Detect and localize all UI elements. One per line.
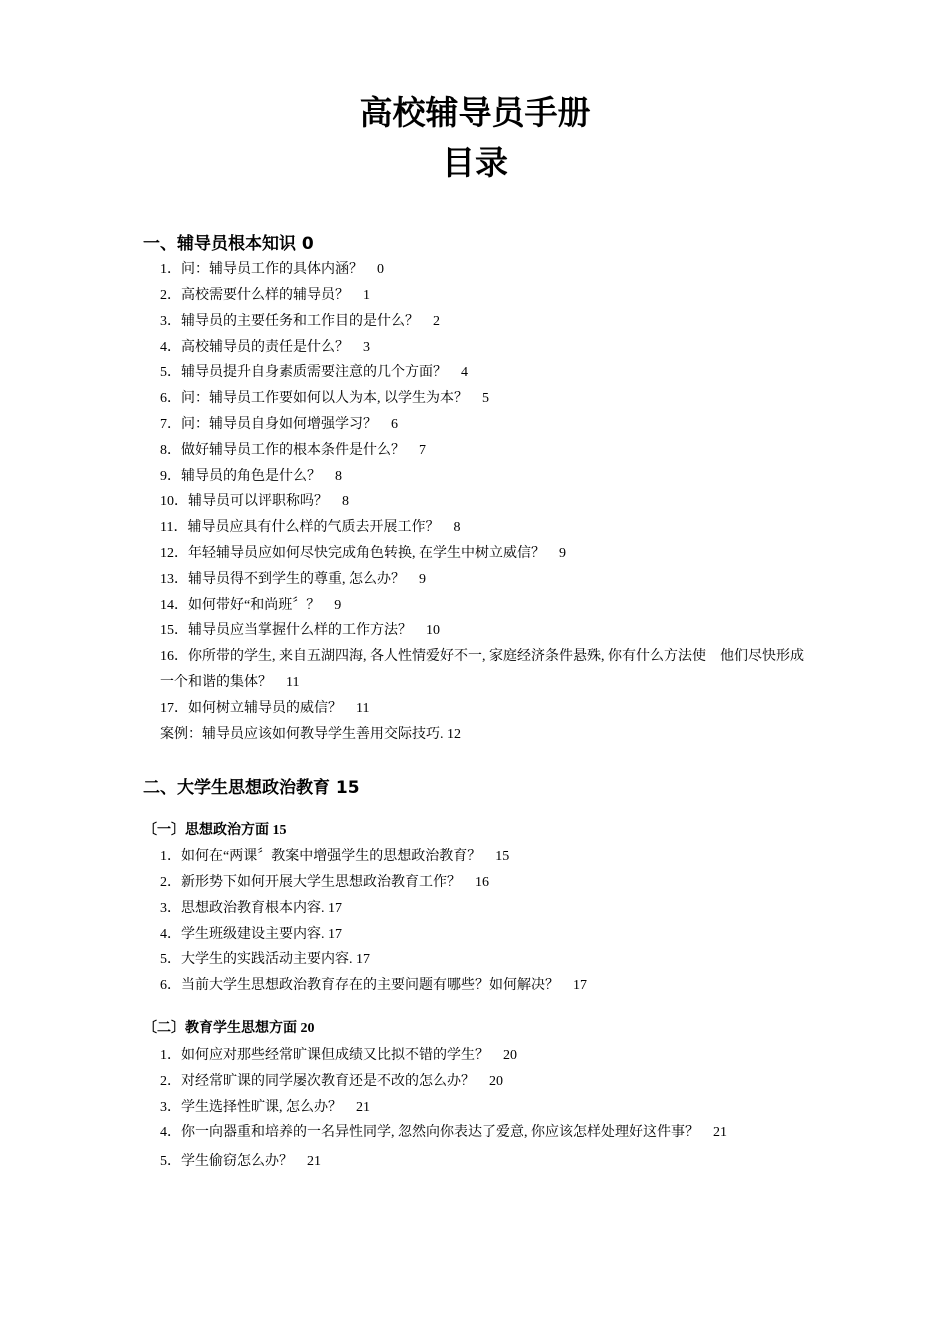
section-heading[interactable]: 二、大学生思想政治教育 15 [143, 778, 360, 798]
toc-entry[interactable]: 1．如何在“两课〞教案中增强学生的思想政治教育？ 15 [160, 849, 510, 864]
toc-entry[interactable]: 3．学生选择性旷课, 怎么办？ 21 [160, 1100, 370, 1115]
toc-entry[interactable]: 15．辅导员应当掌握什么样的工作方法？ 10 [160, 623, 440, 638]
toc-entry[interactable]: 14．如何带好“和尚班〞？ 9 [160, 598, 342, 613]
toc-entry[interactable]: 12．年轻辅导员应如何尽快完成角色转换, 在学生中树立威信？ 9 [160, 546, 566, 561]
toc-entry[interactable]: 5．学生偷窃怎么办？ 21 [160, 1154, 321, 1169]
subsection-heading[interactable]: 〔一〕思想政治方面 15 [143, 823, 287, 838]
section-heading[interactable]: 一、辅导员根本知识 0 [143, 234, 314, 254]
toc-entry[interactable]: 2．新形势下如何开展大学生思想政治教育工作？ 16 [160, 875, 489, 890]
toc-entry[interactable]: 13．辅导员得不到学生的尊重, 怎么办？ 9 [160, 572, 426, 587]
toc-entry[interactable]: 3．思想政治教育根本内容. 17 [160, 901, 342, 916]
toc-entry[interactable]: 5．辅导员提升自身素质需要注意的几个方面？ 4 [160, 365, 468, 380]
toc-entry[interactable]: 6．当前大学生思想政治教育存在的主要问题有哪些？如何解决？ 17 [160, 978, 587, 993]
toc-entry[interactable]: 2．高校需要什么样的辅导员？ 1 [160, 288, 370, 303]
toc-entry[interactable]: 8．做好辅导员工作的根本条件是什么？ 7 [160, 443, 426, 458]
toc-entry[interactable]: 1．如何应对那些经常旷课但成绩又比拟不错的学生？ 20 [160, 1048, 517, 1063]
toc-title: 目录 [442, 143, 508, 182]
toc-entry[interactable]: 5．大学生的实践活动主要内容. 17 [160, 952, 370, 967]
toc-entry[interactable]: 3．辅导员的主要任务和工作目的是什么？ 2 [160, 314, 440, 329]
toc-entry[interactable]: 4．你一向器重和培养的一名异性同学, 忽然向你表达了爱意, 你应该怎样处理好这件事？ 21 [160, 1125, 727, 1140]
toc-entry[interactable]: 7．问：辅导员自身如何增强学习？ 6 [160, 417, 398, 432]
toc-entry[interactable]: 11．辅导员应具有什么样的气质去开展工作？ 8 [160, 520, 461, 535]
toc-entry[interactable]: 1．问：辅导员工作的具体内涵？ 0 [160, 262, 384, 277]
toc-entry[interactable]: 2．对经常旷课的同学屡次教育还是不改的怎么办？ 20 [160, 1074, 503, 1089]
document-title: 高校辅导员手册 [359, 93, 591, 132]
toc-entry[interactable]: 16．你所带的学生, 来自五湖四海, 各人性情爱好不一, 家庭经济条件悬殊, 你有什么方法使 他们尽快形成一个和谐的集体？ 11 [160, 649, 804, 690]
toc-entry[interactable]: 6．问：辅导员工作要如何以人为本, 以学生为本？ 5 [160, 391, 489, 406]
subsection-heading[interactable]: 〔二〕教育学生思想方面 20 [143, 1021, 315, 1036]
toc-entry[interactable]: 4．高校辅导员的责任是什么？ 3 [160, 340, 370, 355]
toc-entry[interactable]: 4．学生班级建设主要内容. 17 [160, 927, 342, 942]
toc-entry[interactable]: 案例：辅导员应该如何教导学生善用交际技巧. 12 [160, 727, 461, 742]
toc-entry[interactable]: 9．辅导员的角色是什么？ 8 [160, 469, 342, 484]
toc-entry[interactable]: 10．辅导员可以评职称吗？ 8 [160, 494, 349, 509]
toc-entry[interactable]: 17．如何树立辅导员的威信？ 11 [160, 701, 370, 716]
